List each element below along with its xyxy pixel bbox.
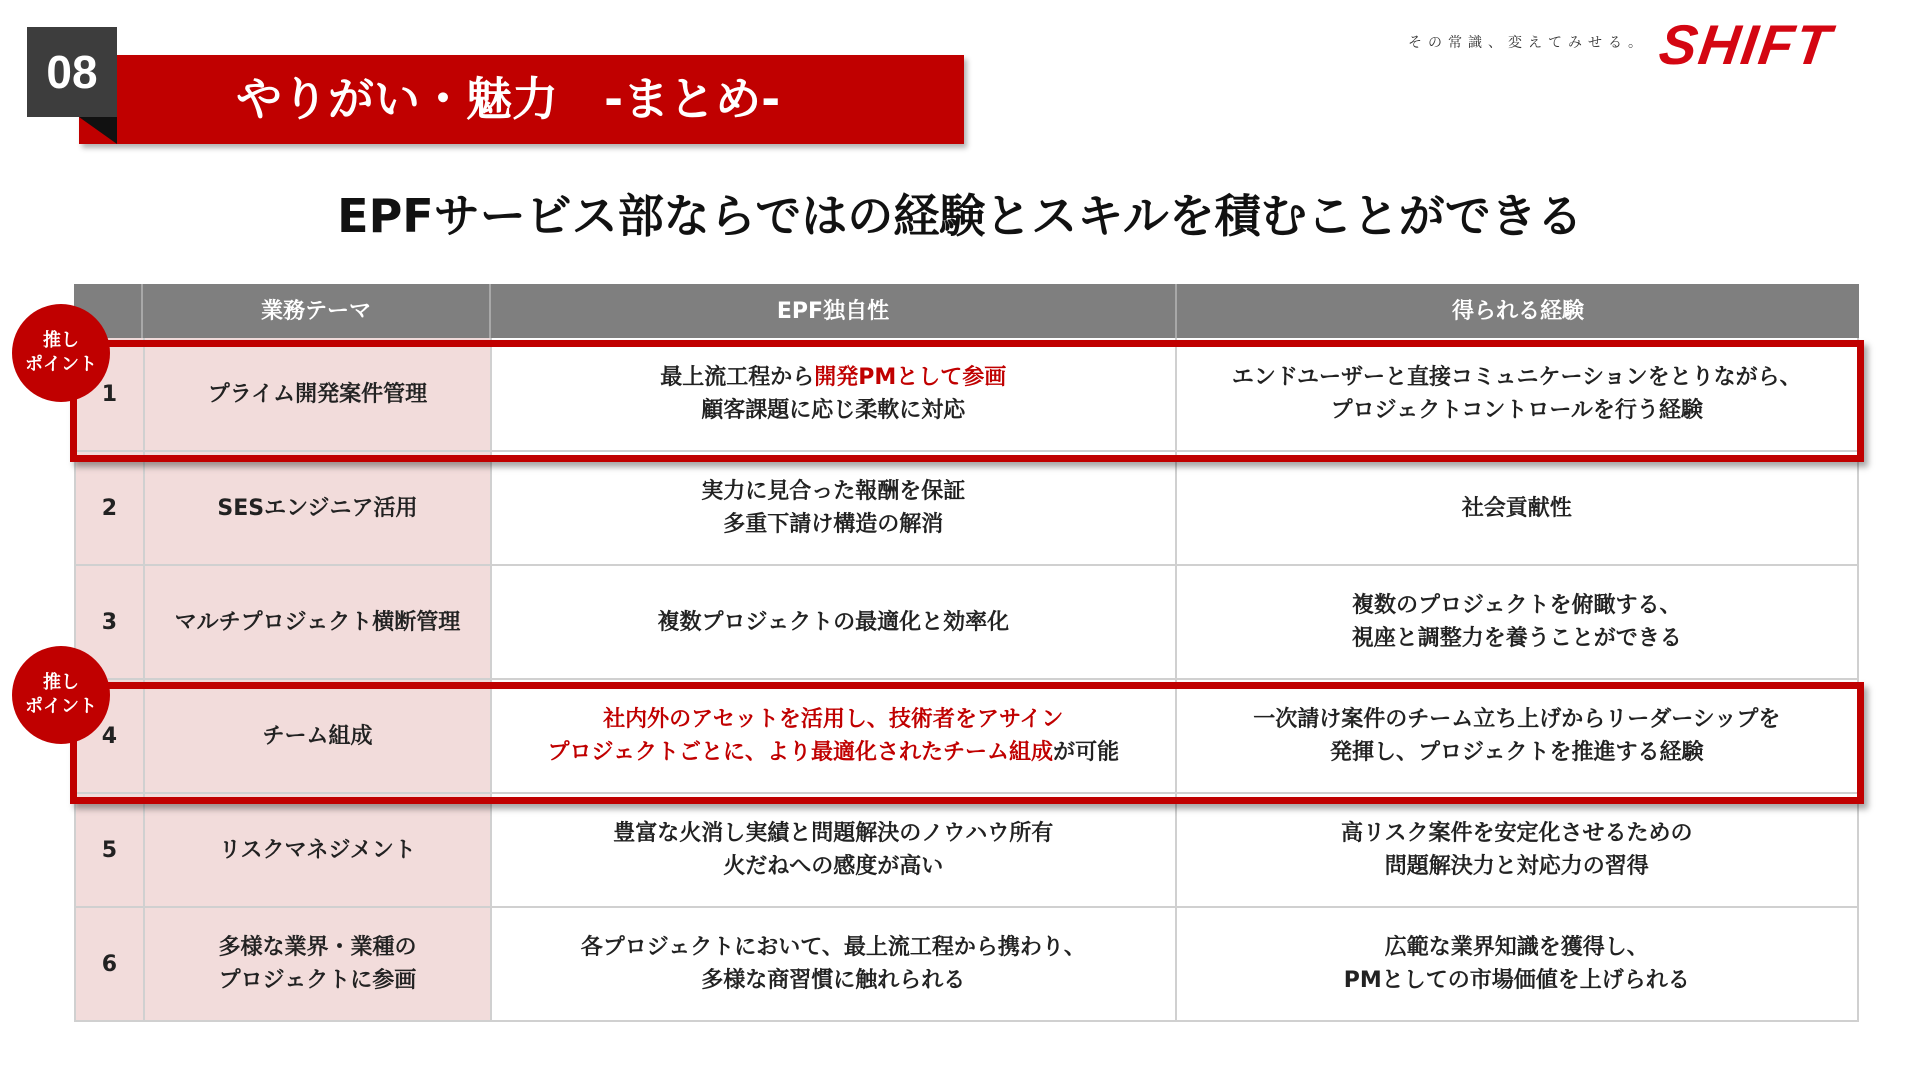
uniqueness-text: 実力に見合った報酬を保証 bbox=[701, 479, 966, 504]
uniqueness-text: 最上流工程から bbox=[660, 365, 815, 390]
badge-label-line2: ポイント bbox=[25, 696, 97, 717]
slide-number-fold bbox=[79, 117, 117, 144]
theme-cell bbox=[145, 338, 492, 450]
summary-table bbox=[74, 284, 1859, 1022]
experience-cell bbox=[1177, 680, 1857, 792]
uniqueness-cell bbox=[492, 908, 1176, 1020]
row-number-cell bbox=[76, 908, 145, 1020]
uniqueness-text: 多重下請け構造の解消 bbox=[723, 512, 944, 537]
highlighted-text: 社内外のアセットを活用し、技術者をアサイン bbox=[603, 707, 1064, 732]
table-row bbox=[76, 794, 1857, 908]
highlighted-text: 開発PMとして参画 bbox=[814, 365, 1007, 390]
theme-cell bbox=[145, 566, 492, 678]
theme-line: チーム組成 bbox=[262, 723, 373, 749]
badge-label-line1: 推し bbox=[43, 672, 79, 693]
theme-line: SESエンジニア活用 bbox=[217, 495, 418, 521]
row-number: 6 bbox=[101, 951, 118, 977]
experience-line: プロジェクトコントロールを行う経験 bbox=[1330, 398, 1703, 423]
column-header-experience: 得られる経験 bbox=[1177, 284, 1859, 338]
uniqueness-text: 顧客課題に応じ柔軟に対応 bbox=[701, 398, 966, 423]
row-number-cell bbox=[76, 794, 145, 906]
uniqueness-cell bbox=[492, 452, 1176, 564]
recommend-badge-row-4 bbox=[12, 646, 110, 744]
experience-line: エンドユーザーと直接コミュニケーションをとりながら、 bbox=[1231, 365, 1802, 390]
uniqueness-cell bbox=[492, 566, 1176, 678]
row-number: 1 bbox=[101, 381, 118, 407]
table-header-row bbox=[74, 284, 1859, 338]
row-number: 3 bbox=[101, 609, 118, 635]
theme-line: 多様な業界・業種の bbox=[218, 935, 417, 960]
table-row bbox=[76, 908, 1857, 1022]
theme-cell bbox=[145, 452, 492, 564]
slide-headline: EPFサービス部ならではの経験とスキルを積むことができる bbox=[337, 189, 1583, 243]
uniqueness-cell bbox=[492, 338, 1176, 450]
row-number: 4 bbox=[101, 723, 118, 749]
uniqueness-line bbox=[723, 850, 943, 883]
uniqueness-line bbox=[603, 703, 1063, 736]
theme-line: プライム開発案件管理 bbox=[207, 381, 428, 407]
uniqueness-cell bbox=[492, 680, 1176, 792]
uniqueness-text: が可能 bbox=[1053, 740, 1120, 765]
uniqueness-line bbox=[548, 736, 1120, 769]
experience-line: 高リスク案件を安定化させるための bbox=[1340, 821, 1693, 846]
experience-line: PMとしての市場価値を上げられる bbox=[1343, 968, 1690, 993]
theme-cell bbox=[145, 908, 492, 1020]
theme-cell bbox=[145, 680, 492, 792]
uniqueness-line bbox=[701, 475, 965, 508]
experience-line: 一次請け案件のチーム立ち上げからリーダーシップを bbox=[1253, 707, 1781, 732]
experience-line: 視座と調整力を養うことができる bbox=[1351, 626, 1682, 651]
badge-label-line1: 推し bbox=[43, 330, 79, 351]
uniqueness-line bbox=[660, 361, 1006, 394]
uniqueness-line bbox=[613, 817, 1053, 850]
experience-cell bbox=[1177, 452, 1857, 564]
table-row bbox=[76, 680, 1857, 794]
row-number-cell bbox=[76, 452, 145, 564]
shift-logo: SHIFT bbox=[1655, 13, 1837, 76]
experience-line: 社会貢献性 bbox=[1461, 495, 1572, 521]
uniqueness-line bbox=[723, 508, 943, 541]
uniqueness-line bbox=[658, 606, 1010, 639]
uniqueness-line bbox=[701, 394, 965, 427]
uniqueness-line bbox=[701, 964, 965, 997]
row-number: 5 bbox=[101, 837, 118, 863]
table-row bbox=[76, 338, 1857, 452]
theme-line: マルチプロジェクト横断管理 bbox=[174, 609, 461, 635]
experience-cell bbox=[1177, 794, 1857, 906]
recommend-badge-row-1 bbox=[12, 304, 110, 402]
row-number: 2 bbox=[101, 495, 118, 521]
uniqueness-text: 複数プロジェクトの最適化と効率化 bbox=[657, 609, 1010, 635]
highlighted-text: プロジェクトごとに、より最適化されたチーム組成 bbox=[547, 740, 1054, 765]
experience-line: 問題解決力と対応力の習得 bbox=[1384, 854, 1649, 879]
experience-line: 広範な業界知識を獲得し、 bbox=[1384, 935, 1649, 960]
experience-line: 発揮し、プロジェクトを推進する経験 bbox=[1329, 740, 1704, 765]
uniqueness-text: 多様な商習慣に触れられる bbox=[701, 968, 966, 993]
uniqueness-text: 火だねへの感度が高い bbox=[723, 854, 944, 879]
badge-label-line2: ポイント bbox=[25, 354, 97, 375]
experience-line: 複数のプロジェクトを俯瞰する、 bbox=[1351, 593, 1682, 618]
table-row bbox=[76, 566, 1857, 680]
uniqueness-text: 豊富な火消し実績と問題解決のノウハウ所有 bbox=[613, 821, 1054, 846]
experience-cell bbox=[1177, 338, 1857, 450]
column-header-uniqueness: EPF独自性 bbox=[491, 284, 1177, 338]
column-header-theme: 業務テーマ bbox=[143, 284, 491, 338]
table-row bbox=[76, 452, 1857, 566]
experience-cell bbox=[1177, 908, 1857, 1020]
slide-number: 08 bbox=[27, 27, 117, 117]
page-title: やりがい・魅力 -まとめ- bbox=[236, 72, 781, 126]
theme-line: プロジェクトに参画 bbox=[218, 968, 417, 993]
theme-line: リスクマネジメント bbox=[219, 837, 416, 863]
uniqueness-text: 各プロジェクトにおいて、最上流工程から携わり、 bbox=[580, 935, 1086, 960]
theme-cell bbox=[145, 794, 492, 906]
uniqueness-cell bbox=[492, 794, 1176, 906]
brand-tagline: その常識、変えてみせる。 bbox=[1408, 35, 1648, 51]
experience-cell bbox=[1177, 566, 1857, 678]
uniqueness-line bbox=[581, 931, 1086, 964]
table-body bbox=[74, 338, 1859, 1022]
